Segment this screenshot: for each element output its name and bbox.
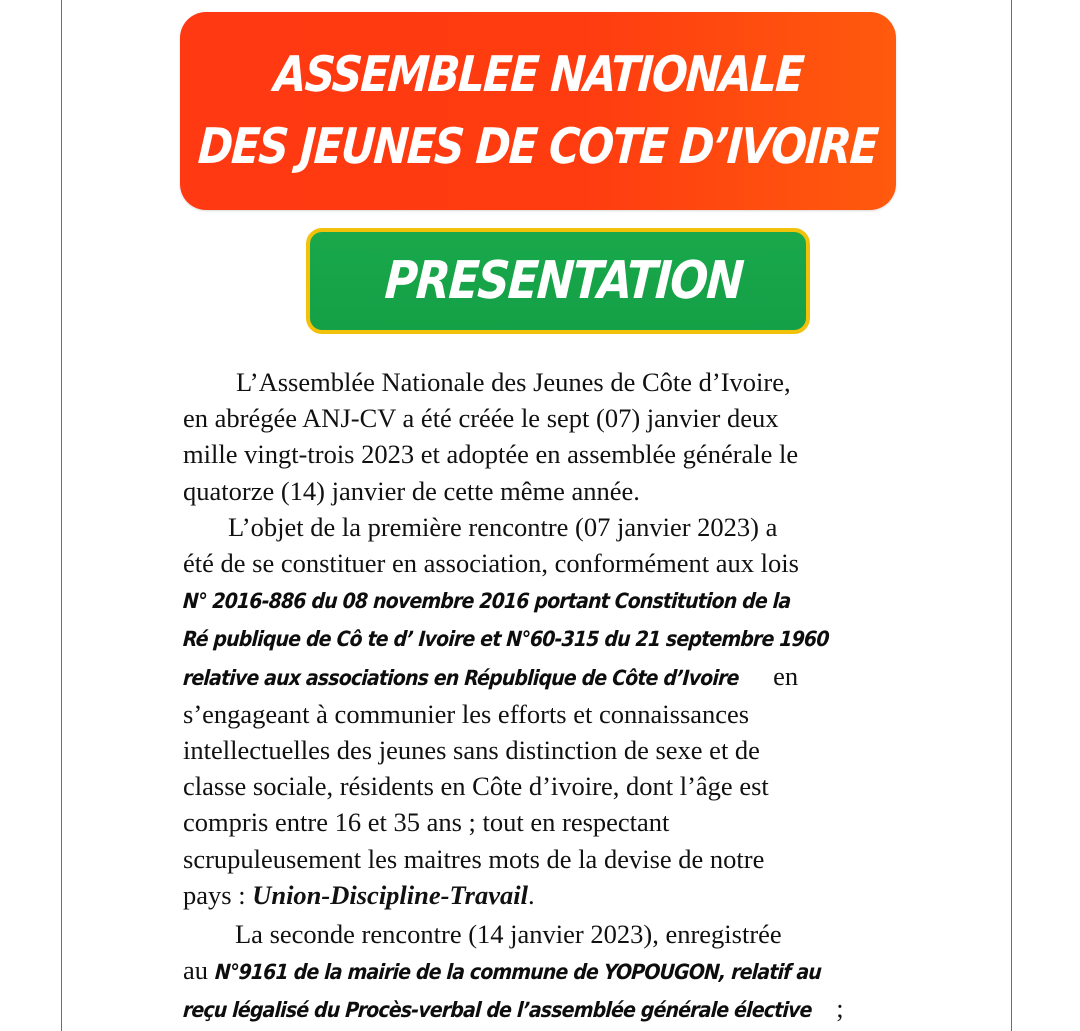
paragraph-2-line-8: classe sociale, résidents en Côte d’ivoire, dont l’âge est xyxy=(183,771,769,802)
section-title: PRESENTATION xyxy=(383,251,745,311)
paragraph-2-line-6: s’engageant à communier les efforts et connaissances xyxy=(183,698,750,729)
law-reference-tail: en xyxy=(766,660,799,691)
paragraph-1-line-3: mille vingt-trois 2023 et adoptée en assemblée générale le xyxy=(183,439,799,470)
paragraph-1-line-1: L’Assemblée Nationale des Jeunes de Côte d’Ivoire, xyxy=(236,367,791,397)
law-reference-2: Ré publique de Cô te d’ Ivoire et N°60-315 du 21 septembre 1960 xyxy=(182,627,830,652)
paragraph-3-line-1: La seconde rencontre (14 janvier 2023), enregistrée xyxy=(235,919,782,950)
motto-suffix: . xyxy=(527,879,535,910)
section-banner xyxy=(306,228,810,334)
title-line-1: ASSEMBLEE NATIONALE xyxy=(271,46,805,103)
paragraph-2-line-10: scrupuleusement les maitres mots de la devise de notre xyxy=(183,843,765,874)
paragraph-3-prefix: au xyxy=(183,955,215,986)
law-reference-1: N° 2016-886 du 08 novembre 2016 portant Constitution de la xyxy=(182,589,792,614)
title-line-2: DES JEUNES DE COTE D’IVOIRE xyxy=(196,118,880,175)
page-border-left xyxy=(61,0,62,1031)
presentation-text xyxy=(183,364,903,1029)
motto-prefix: pays : xyxy=(183,879,253,910)
paragraph-3-line-3 xyxy=(183,990,903,1028)
legal-reference-line-3 xyxy=(183,658,903,696)
title-banner xyxy=(180,12,896,210)
legal-reference-line-1 xyxy=(183,581,903,619)
page-border-right xyxy=(1011,0,1012,1031)
legal-reference-line-2 xyxy=(183,619,903,657)
paragraph-3-suffix: ; xyxy=(829,993,844,1024)
paragraph-2-line-7: intellectuelles des jeunes sans distinction de sexe et de xyxy=(183,735,760,766)
registration-reference-1: N°9161 de la mairie de la commune de YOPOUGON, relatif au xyxy=(213,960,822,985)
paragraph-2-line-9: compris entre 16 et 35 ans ; tout en respectant xyxy=(183,807,670,838)
national-motto: Union-Discipline-Travail xyxy=(252,879,528,910)
registration-reference-2: reçu légalisé du Procès-verbal de l’assemblée générale élective xyxy=(182,998,813,1023)
motto-line xyxy=(183,877,903,913)
paragraph-2-line-1: L’objet de la première rencontre (07 janvier 2023) a xyxy=(228,511,778,542)
paragraph-1-line-2: en abrégée ANJ-CV a été créée le sept (07) janvier deux xyxy=(183,403,779,434)
paragraph-1-line-4: quatorze (14) janvier de cette même année. xyxy=(183,475,640,506)
paragraph-3-line-2 xyxy=(183,952,903,990)
law-reference-3: relative aux associations en République de Côte d’Ivoire xyxy=(182,665,740,690)
paragraph-2-line-2: été de se constituer en association, conformément aux lois xyxy=(183,548,799,579)
